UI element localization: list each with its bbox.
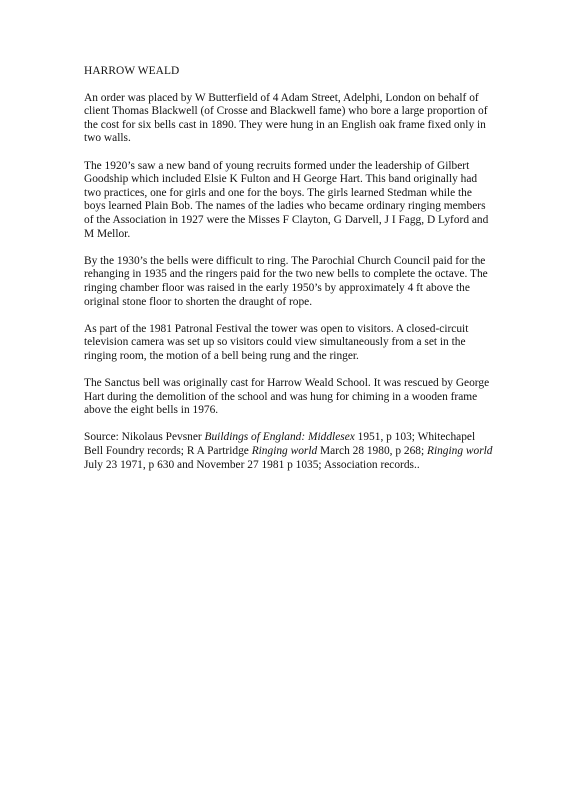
source-text-2: 1951, p 103; Whitechapel Bell Foundry records; R A Partridge bbox=[84, 431, 476, 458]
source-book-title: Buildings of England: Middlesex bbox=[204, 431, 355, 444]
document-body bbox=[84, 65, 494, 472]
paragraph-bells-order: An order was placed by W Butterfield of 4 Adam Street, Adelphi, London on behalf of client Thomas Blackwell (of Crosse and Blackwell fame) who bore a large proportion of the cost for six bells cast in 1890. They were hung in an English oak frame fixed only in two walls. bbox=[84, 91, 488, 145]
paragraph-1930s-rehanging: By the 1930’s the bells were difficult to ring. The Parochial Church Council paid for the rehanging in 1935 and the ringers paid for the two new bells to complete the octave. The ringing chamber floor was raised in the early 1950’s by approximately 4 ft above the original stone floor to shorten the draught of rope. bbox=[84, 254, 488, 308]
paragraph-1920s-band: The 1920’s saw a new band of young recruits formed under the leadership of Gilbert Goodship which included Elsie K Fulton and H George Hart. This band originally had two practices, one for girls and one for the boys. The girls learned Stedman while the boys learned Plain Bob. The names of the ladies who became ordinary ringing members of the Association in 1927 were the Misses F Clayton, G Darvell, J I Fagg, D Lyford and M Mellor. bbox=[84, 159, 489, 240]
source-journal-title-2: Ringing world bbox=[426, 445, 493, 458]
source-text-3: March 28 1980, p 268; bbox=[317, 445, 427, 458]
paragraph-sanctus-bell: The Sanctus bell was originally cast for Harrow Weald School. It was rescued by George Hart during the demolition of the school and was hung for chiming in a wooden frame above the eight bells in 1976. bbox=[84, 377, 490, 417]
source-text-1: Source: Nikolaus Pevsner bbox=[84, 431, 205, 444]
paragraph-patronal-festival: As part of the 1981 Patronal Festival the tower was open to visitors. A closed-circuit television camera was set up so visitors could view simultaneously from a set in the ringing room, the motion of a bell being rung and the ringer. bbox=[84, 322, 469, 362]
source-text-4: July 23 1971, p 630 and November 27 1981 p 1035; Association records.. bbox=[84, 458, 420, 471]
document-title: HARROW WEALD bbox=[84, 65, 180, 77]
source-journal-title-1: Ringing world bbox=[251, 445, 318, 458]
source-citation bbox=[84, 431, 494, 472]
